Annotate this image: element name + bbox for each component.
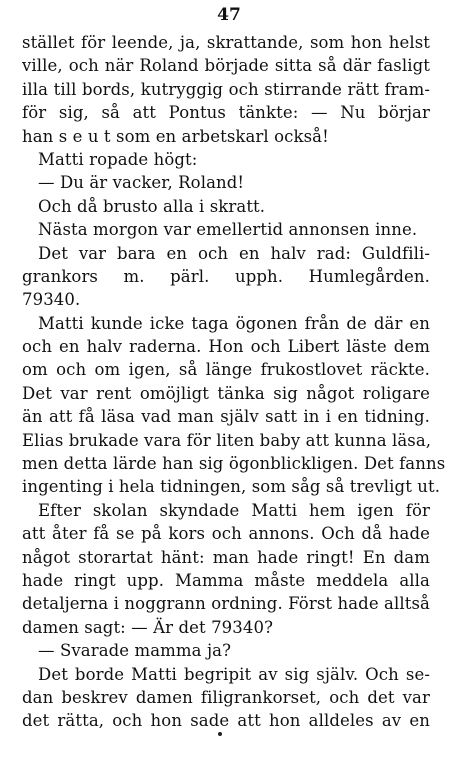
text-line: — Svarade mamma ja? <box>38 641 232 661</box>
page-number: 47 <box>217 5 241 25</box>
text-line: dan beskrev damen filigrankorset, och det var <box>22 687 430 707</box>
text-line: Det borde Matti begripit av sig själv. Och se- <box>38 664 430 684</box>
text-line: om och om igen, så länge frukostlovet räckte. <box>22 360 430 380</box>
text-line: 79340. <box>22 290 81 310</box>
text-line: ville, och när Roland började sitta så där fasligt <box>22 56 430 76</box>
text-line: — Du är vacker, Roland! <box>38 173 245 193</box>
body-text <box>22 31 446 733</box>
text-line: grankors m. pärl. upph. Humlegården. <box>22 266 430 286</box>
text-line: att åter få se på kors och annons. Och då hade <box>22 524 430 544</box>
text-line: Efter skolan skyndade Matti hem igen för <box>38 500 430 520</box>
text-line: Elias brukade vara för liten baby att kunna läsa, <box>22 430 432 450</box>
text-line: detaljerna i noggrann ordning. Först hade alltså <box>22 594 430 614</box>
text-line: Matti ropade högt: <box>38 149 198 169</box>
text-line: och en halv raderna. Hon och Libert läste dem <box>22 337 430 357</box>
text-line: ingenting i hela tidningen, som såg så trevligt ut. <box>22 477 441 497</box>
text-line: Det var rent omöjligt tänka sig något roligare <box>22 383 430 403</box>
text-line: än att få läsa vad man själv satt in i en tidning. <box>22 407 430 427</box>
text-line: Det var bara en och en halv rad: Guldfili- <box>38 243 430 263</box>
text-line: men detta lärde han sig ögonblickligen. Det fanns <box>22 454 446 474</box>
text-line: Matti kunde icke taga ögonen från de där en <box>38 313 430 333</box>
text-line: det rätta, och hon sade att hon alldeles av en <box>22 711 430 731</box>
text-line: damen sagt: — Är det 79340? <box>22 617 274 637</box>
text-line: något storartat hänt: man hade ringt! En dam <box>22 547 430 567</box>
text-line: illa till bords, kutryggig och stirrande rätt fram- <box>22 79 430 99</box>
text-line: hade ringt upp. Mamma måste meddela alla <box>22 570 430 590</box>
print-mark <box>218 732 222 736</box>
text-line: Och då brusto alla i skratt. <box>38 196 266 216</box>
text-line: Nästa morgon var emellertid annonsen inne. <box>38 220 418 240</box>
text-line: han s e u t som en arbetskarl också! <box>22 126 329 146</box>
text-line: för sig, så att Pontus tänkte: — Nu börjar <box>22 103 430 123</box>
text-line: stället för leende, ja, skrattande, som hon helst <box>22 33 430 52</box>
